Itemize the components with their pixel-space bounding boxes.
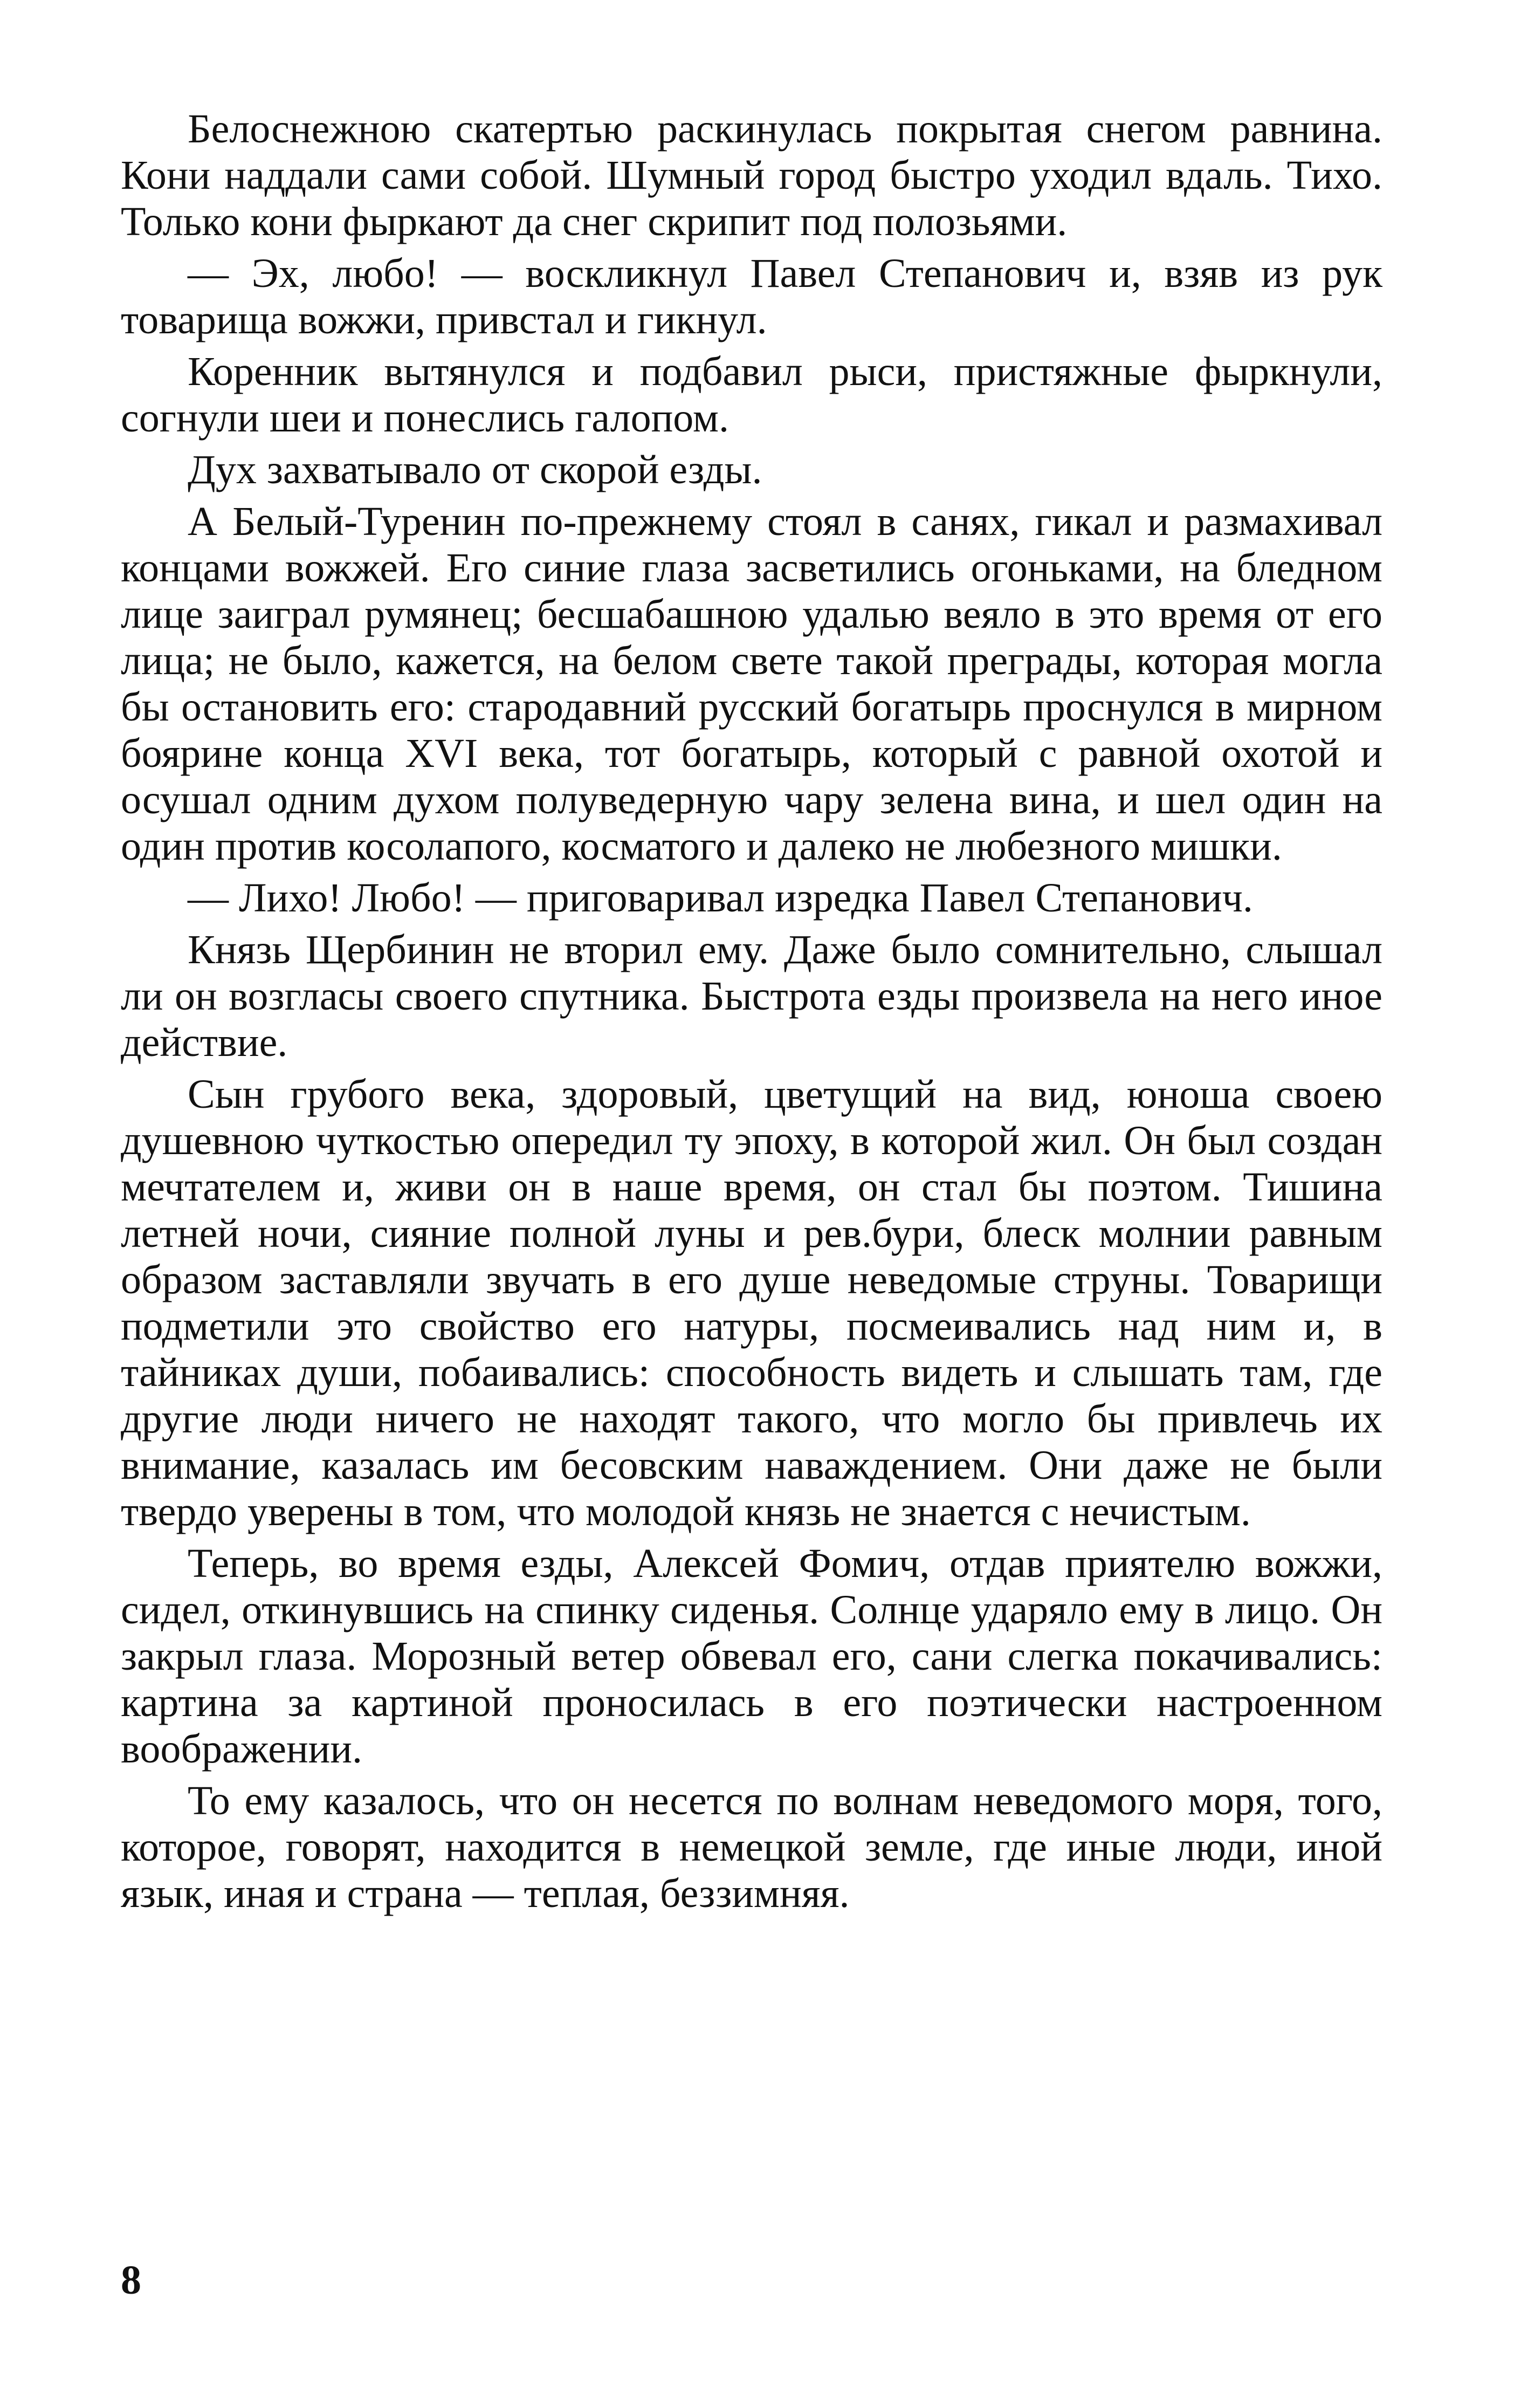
paragraph: То ему казалось, что он несется по волнам неведомого моря, того, которое, говорят, находится в немецкой земле, где иные люди, иной язык, иная и страна — теплая, беззимняя. xyxy=(121,1778,1382,1916)
paragraph: — Лихо! Любо! — приговаривал изредка Павел Степанович. xyxy=(188,875,1253,921)
page-number: 8 xyxy=(121,2258,141,2303)
paragraph: Белоснежною скатертью раскинулась покрытая снегом равнина. Кони наддали сами собой. Шумный город быстро уходил вдаль. Тихо. Только кони фыркают да снег скрипит под полозьями. xyxy=(121,106,1382,244)
paragraph: Коренник вытянулся и подбавил рыси, пристяжные фыркнули, согнули шеи и понеслись галопом. xyxy=(121,349,1382,441)
body-text xyxy=(121,106,1382,1922)
paragraph: Теперь, во время езды, Алексей Фомич, отдав приятелю вожжи, сидел, откинувшись на спинку сиденья. Солнце ударяло ему в лицо. Он закрыл глаза. Морозный ветер обвевал его, сани слегка покачивались: картина за картиной проносилась в его поэтически настроенном воображении. xyxy=(121,1541,1382,1772)
paragraph: Князь Щербинин не вторил ему. Даже было сомнительно, слышал ли он возгласы своего спутника. Быстрота езды произвела на него иное действие. xyxy=(121,927,1382,1065)
paragraph: Дух захватывало от скорой езды. xyxy=(188,447,762,492)
paragraph: Сын грубого века, здоровый, цветущий на вид, юноша своею душевною чуткостью опередил ту эпоху, в которой жил. Он был создан мечтателем и, живи он в наше время, он стал бы поэтом. Тишина летней ночи, сияние полной луны и рев.бури, блеск молнии равным образом заставляли звучать в его душе неведомые струны. Товарищи подметили это свойство его натуры, посмеивались над ним и, в тайниках души, побаивались: способность видеть и слышать там, где другие люди ничего не находят такого, что могло бы привлечь их внимание, казалась им бесовским наваждением. Они даже не были твердо уверены в том, что молодой князь не знается с нечистым. xyxy=(121,1072,1382,1534)
paragraph: А Белый-Туренин по-прежнему стоял в санях, гикал и размахивал концами вожжей. Его синие глаза засветились огоньками, на бледном лице заиграл румянец; бесшабашною удалью веяло в это время от его лица; не было, кажется, на белом свете такой преграды, которая могла бы остановить его: стародавний русский богатырь проснулся в мирном боярине конца XVI века, тот богатырь, который с равной охотой и осушал одним духом полуведерную чару зелена вина, и шел один на один против косолапого, косматого и далеко не любезного мишки. xyxy=(121,499,1382,869)
paragraph: — Эх, любо! — воскликнул Павел Степанович и, взяв из рук товарища вожжи, привстал и гикнул. xyxy=(121,251,1382,342)
